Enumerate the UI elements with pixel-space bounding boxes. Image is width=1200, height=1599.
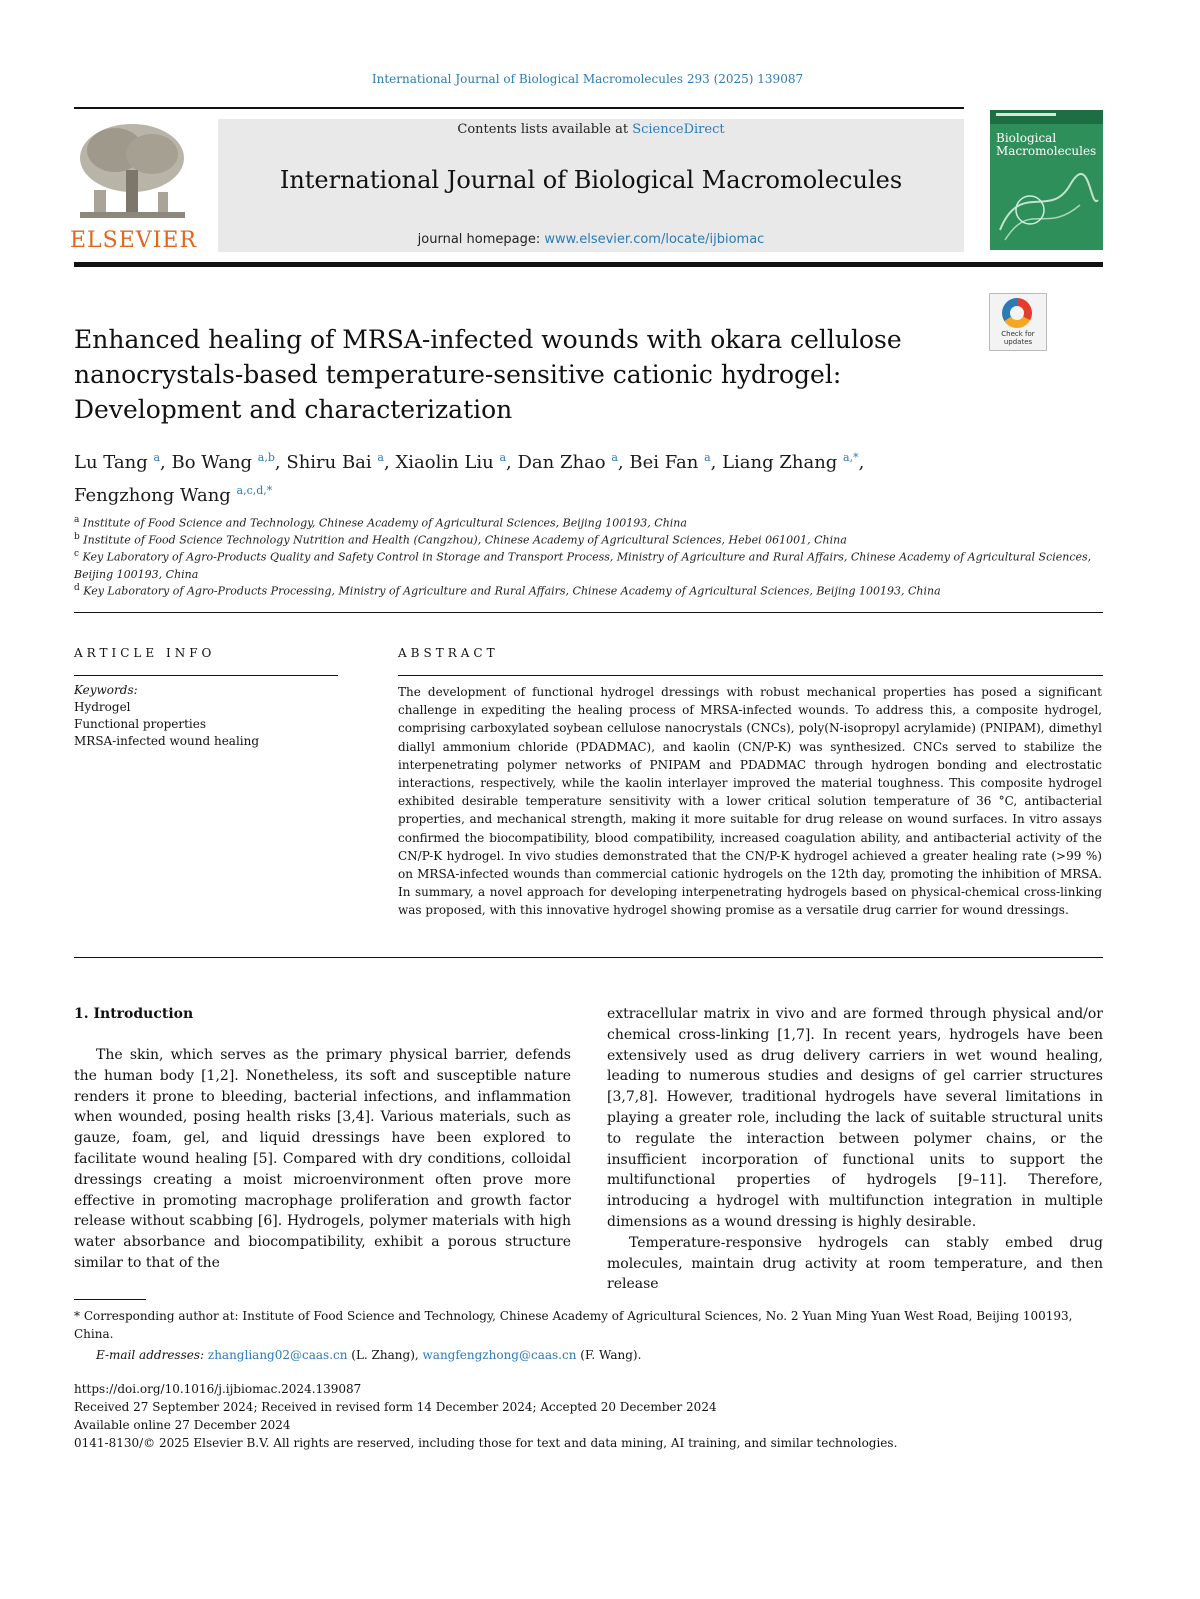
cover-title-line-1: Biological (996, 131, 1057, 145)
author-6[interactable]: Bei Fan $^a$ (629, 451, 711, 473)
keyword-3: MRSA-infected wound healing (74, 734, 260, 748)
intro-left-column (74, 1045, 571, 1274)
homepage-prefix: journal homepage: (417, 232, 545, 247)
author-3[interactable]: Shiru Bai $^a$ (286, 451, 384, 473)
abstract-rule (398, 675, 1103, 676)
article-info-rule (74, 675, 338, 676)
crossmark-label: Check for updates (1001, 330, 1035, 346)
homepage-link[interactable]: www.elsevier.com/locate/ijbiomac (544, 232, 765, 247)
email-label: E-mail addresses: (96, 1348, 205, 1362)
cover-title-line-2: Macromolecules (996, 144, 1097, 158)
section-rule (74, 612, 1103, 613)
journal-cover-image (990, 110, 1103, 250)
doi-link[interactable]: https://doi.org/10.1016/j.ijbiomac.2024.139087 (74, 1382, 362, 1396)
copyright-notice: 0141-8130/© 2025 Elsevier B.V. All rights are reserved, including those for text and data mining, AI training, and similar technologies. (74, 1436, 898, 1450)
available-online: Available online 27 December 2024 (74, 1418, 291, 1432)
intro-right-column (607, 1004, 1103, 1295)
author-5[interactable]: Dan Zhao $^a$ (517, 451, 618, 473)
affiliation-d: $^d$ Key Laboratory of Agro-Products Processing, Ministry of Agriculture and Rural Affairs, Chinese Academy of Agricultural Sciences, Beijing 100193, China (74, 583, 941, 598)
author-list: Lu Tang $^a$, Bo Wang $^{a,b}$, Shiru Bai $^a$, Xiaolin Liu $^a$, Dan Zhao $^a$, Bei Fan $^a$, Liang Zhang $^{a,*}$, Fengzhong Wang $^{a,c,d,*}$ (74, 451, 865, 506)
intro-paragraph-1: The skin, which serves as the primary physical barrier, defends the human body [1,2]. Nonetheless, its soft and susceptible nature renders it prone to bleeding, bacterial infections, and inflammation when wounded, posing health risks [3,4]. Various materials, such as gauze, foam, gel, and liquid dressings have been explored to facilitate wound healing [5]. Compared with dry conditions, colloidal dressings creating a moist microenvironment often prove more effective in promoting macrophage proliferation and growth factor release without scabbing [6]. Hydrogels, polymer materials with high water absorbance and biocompatibility, exhibit a porous structure similar to that of the (74, 1047, 571, 1271)
author-4[interactable]: Xiaolin Liu $^a$ (395, 451, 507, 473)
footnote-rule (74, 1299, 146, 1300)
keyword-1: Hydrogel (74, 700, 131, 714)
keyword-2: Functional properties (74, 717, 207, 731)
intro-paragraph-2: extracellular matrix in vivo and are formed through physical and/or chemical cross-linking [1,7]. In recent years, hydrogels have been extensively used as drug delivery carriers in wet wound healing, leading to numerous studies and designs of gel carrier structures [3,7,8]. However, traditional hydrogels have several limitations in playing a greater role, including the lack of suitable structural units to regulate the interaction between polymer chains, or the insufficient incorporation of functional units to support the multifunctional properties of hydrogels [9–11]. Therefore, introducing a hydrogel with multifunction integration in multiple dimensions as a wound dressing is highly desirable. (607, 1006, 1103, 1230)
corresponding-author-note: * Corresponding author at: Institute of Food Science and Technology, Chinese Academy of Agricultural Sciences, No. 2 Yuan Ming Yuan West Road, Beijing 100193, China. (74, 1309, 1073, 1341)
contents-line (218, 122, 964, 137)
abstract-heading: ABSTRACT (398, 646, 499, 660)
affiliation-a: $^a$ Institute of Food Science and Technology, Chinese Academy of Agricultural Sciences, Beijing 100193, China (74, 515, 687, 530)
abstract-text: The development of functional hydrogel dressings with robust mechanical properties has posed a significant challenge in expediting the healing process of MRSA-infected wounds. To address this, a composite hydrogel, comprising carboxylated soybean cellulose nanocrystals (CNCs), poly(N-isopropyl acrylamide) (PNIPAM), dimethyl diallyl ammonium chloride (PDADMAC), and kaolin (CN/P-K) was synthesized. CNCs served to stabilize the interpenetrating polymer networks of PNIPAM and PDADMAC through hydrogen bonding and electrostatic interactions, respectively, while the kaolin interlayer improved the material toughness. This composite hydrogel exhibited desirable temperature sensitivity with a lower critical solution temperature of 36 °C, antibacterial properties, and mechanical strength, making it more suitable for drug release on wound surfaces. In vitro assays confirmed the biocompatibility, blood compatibility, increased coagulation ability, and antibacterial activity of the CN/P-K hydrogel. In vivo studies demonstrated that the CN/P-K hydrogel achieved a greater healing rate (>99 %) on MRSA-infected wounds than commercial cationic hydrogels on the 12th day, promoting the inhibition of MRSA. In summary, a novel approach for developing interpenetrating hydrogels based on physical-chemical cross-linking was proposed, with this innovative hydrogel showing promise as a versatile drug carrier for wound dressings. (398, 685, 1102, 918)
affiliation-b: $^b$ Institute of Food Science Technology Nutrition and Health (Cangzhou), Chinese Academy of Agricultural Sciences, Hebei 061001, China (74, 532, 847, 547)
author-2[interactable]: Bo Wang $^{a,b}$ (171, 451, 275, 473)
author-1[interactable]: Lu Tang $^a$ (74, 451, 161, 473)
contents-prefix: Contents lists available at (457, 122, 633, 137)
running-header[interactable]: International Journal of Biological Macromolecules 293 (2025) 139087 (371, 72, 804, 86)
elsevier-tree-logo (70, 120, 195, 225)
email-link-wang[interactable]: wangfengzhong@caas.cn (422, 1348, 577, 1362)
email-link-zhang[interactable]: zhangliang02@caas.cn (207, 1348, 348, 1362)
keywords-label: Keywords: (74, 683, 138, 697)
masthead-bottom-rule (74, 262, 1103, 267)
journal-title: International Journal of Biological Macromolecules (279, 166, 903, 194)
masthead-top-rule (74, 107, 964, 109)
email-owner-wang: (F. Wang). (580, 1348, 642, 1362)
check-for-updates-badge[interactable] (989, 293, 1047, 351)
introduction-heading: 1. Introduction (74, 1006, 194, 1022)
received-dates: Received 27 September 2024; Received in revised form 14 December 2024; Accepted 20 December 2024 (74, 1400, 717, 1414)
abstract-bottom-rule (74, 957, 1103, 958)
author-8[interactable]: Fengzhong Wang $^{a,c,d,*}$ (74, 484, 273, 506)
intro-paragraph-3: Temperature-responsive hydrogels can stably embed drug molecules, maintain drug activity at room temperature, and then release (607, 1234, 1103, 1293)
email-line (96, 1346, 641, 1364)
article-info-heading: ARTICLE INFO (74, 646, 216, 660)
email-owner-zhang: (L. Zhang), (351, 1348, 419, 1362)
sciencedirect-link[interactable]: ScienceDirect (632, 122, 725, 137)
affiliation-c: $^c$ Key Laboratory of Agro-Products Quality and Safety Control in Storage and Transport Process, Ministry of Agriculture and Rural Affairs, Chinese Academy of Agricultural Sciences, Beijing 100193, China (74, 549, 1092, 581)
homepage-line (218, 232, 964, 247)
article-title: Enhanced healing of MRSA-infected wounds with okara cellulose nanocrystals-based temperature-sensitive cationic hydrogel: Development and characterization (74, 325, 902, 424)
author-7[interactable]: Liang Zhang $^{a,*}$ (722, 451, 859, 473)
publisher-name: ELSEVIER (70, 228, 198, 253)
